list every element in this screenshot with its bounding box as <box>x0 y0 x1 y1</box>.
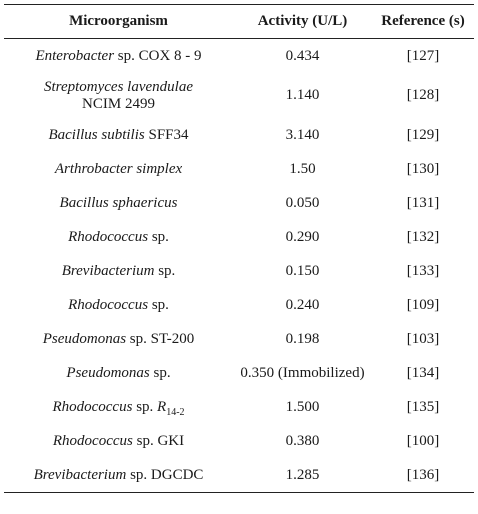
organism-genus: Pseudomonas <box>66 364 150 381</box>
table-row <box>4 73 474 118</box>
organism-genus: Bacillus sphaericus <box>59 194 178 211</box>
organism-strain: sp. <box>132 398 158 415</box>
table-row <box>4 322 474 356</box>
header-activity: Activity (U/L) <box>233 5 372 39</box>
activity-cell: 1.140 <box>285 87 320 103</box>
data-table <box>4 4 474 493</box>
organism-genus: Arthrobacter simplex <box>54 160 183 177</box>
header-microorganism: Microorganism <box>4 5 233 39</box>
reference-cell: [128] <box>406 87 440 103</box>
table-row <box>4 152 474 186</box>
organism-strain: sp. COX 8 - 9 <box>114 47 202 64</box>
activity-cell: 0.240 <box>285 296 320 313</box>
activity-cell: 0.380 <box>285 432 320 449</box>
organism-genus: Bacillus subtilis <box>48 126 145 143</box>
reference-cell: [136] <box>372 458 474 493</box>
organism-cell <box>4 73 233 118</box>
organism-genus: Rhodococcus <box>52 432 133 449</box>
table-row <box>4 458 474 493</box>
organism-genus: Rhodococcus <box>52 398 133 415</box>
reference-cell: [100] <box>406 432 440 449</box>
organism-cell <box>4 152 233 186</box>
reference-cell: [109] <box>406 296 440 313</box>
organism-strain: sp. ST-200 <box>126 330 195 347</box>
reference-cell: [127] <box>406 47 440 64</box>
activity-cell: 0.350 (Immobilized) <box>240 364 365 381</box>
activity-cell: 1.50 <box>289 160 316 177</box>
activity-cell: 0.150 <box>285 262 320 279</box>
table-row <box>4 118 474 152</box>
table-row <box>4 39 474 74</box>
organism-genus: Rhodococcus <box>68 228 149 245</box>
reference-cell: [131] <box>406 194 440 211</box>
organism-strain-subscript: 14-2 <box>166 406 185 418</box>
organism-cell <box>4 288 233 322</box>
table-row <box>4 390 474 424</box>
microorganism-activity-table <box>4 4 474 493</box>
table-row <box>4 356 474 390</box>
organism-strain: sp. GKI <box>132 432 185 449</box>
reference-cell: [132] <box>406 228 440 245</box>
reference-cell: [130] <box>406 160 440 177</box>
reference-cell: [129] <box>406 126 440 143</box>
organism-genus: Enterobacter <box>35 47 115 64</box>
activity-cell: 1.500 <box>285 398 320 415</box>
organism-genus: Streptomyces lavendulae <box>44 78 193 95</box>
activity-cell: 1.285 <box>233 458 372 493</box>
organism-cell <box>4 254 233 288</box>
reference-cell: [134] <box>406 364 440 381</box>
organism-cell <box>4 322 233 356</box>
table-row <box>4 220 474 254</box>
organism-strain: sp. <box>148 296 169 313</box>
organism-cell <box>4 356 233 390</box>
organism-cell <box>4 458 233 493</box>
activity-cell: 0.290 <box>285 228 320 245</box>
organism-strain: sp. <box>148 228 169 245</box>
activity-cell: 0.434 <box>285 47 320 64</box>
organism-strain: sp. <box>149 364 171 381</box>
organism-genus: Pseudomonas <box>42 330 127 347</box>
organism-genus: Rhodococcus <box>68 296 149 313</box>
table-row <box>4 254 474 288</box>
organism-strain: SFF34 <box>144 126 189 143</box>
activity-cell: 3.140 <box>285 126 320 143</box>
header-row <box>4 5 474 39</box>
organism-cell <box>4 220 233 254</box>
organism-genus: Brevibacterium <box>33 466 127 483</box>
organism-cell <box>4 118 233 152</box>
reference-cell: [133] <box>406 262 440 279</box>
table-row <box>4 186 474 220</box>
table-row <box>4 424 474 458</box>
organism-strain: NCIM 2499 <box>82 95 155 112</box>
header-reference: Reference (s) <box>372 5 474 39</box>
activity-cell: 0.050 <box>285 194 320 211</box>
organism-strain-code: R <box>157 398 167 415</box>
organism-strain: sp. DGCDC <box>126 466 204 483</box>
reference-cell: [103] <box>406 330 440 347</box>
reference-cell: [135] <box>406 398 440 415</box>
table-row <box>4 288 474 322</box>
organism-cell <box>4 390 233 424</box>
activity-cell: 0.198 <box>285 330 320 347</box>
organism-cell <box>4 39 233 74</box>
organism-cell <box>4 424 233 458</box>
organism-strain: sp. <box>154 262 176 279</box>
organism-cell <box>4 186 233 220</box>
organism-genus: Brevibacterium <box>61 262 155 279</box>
